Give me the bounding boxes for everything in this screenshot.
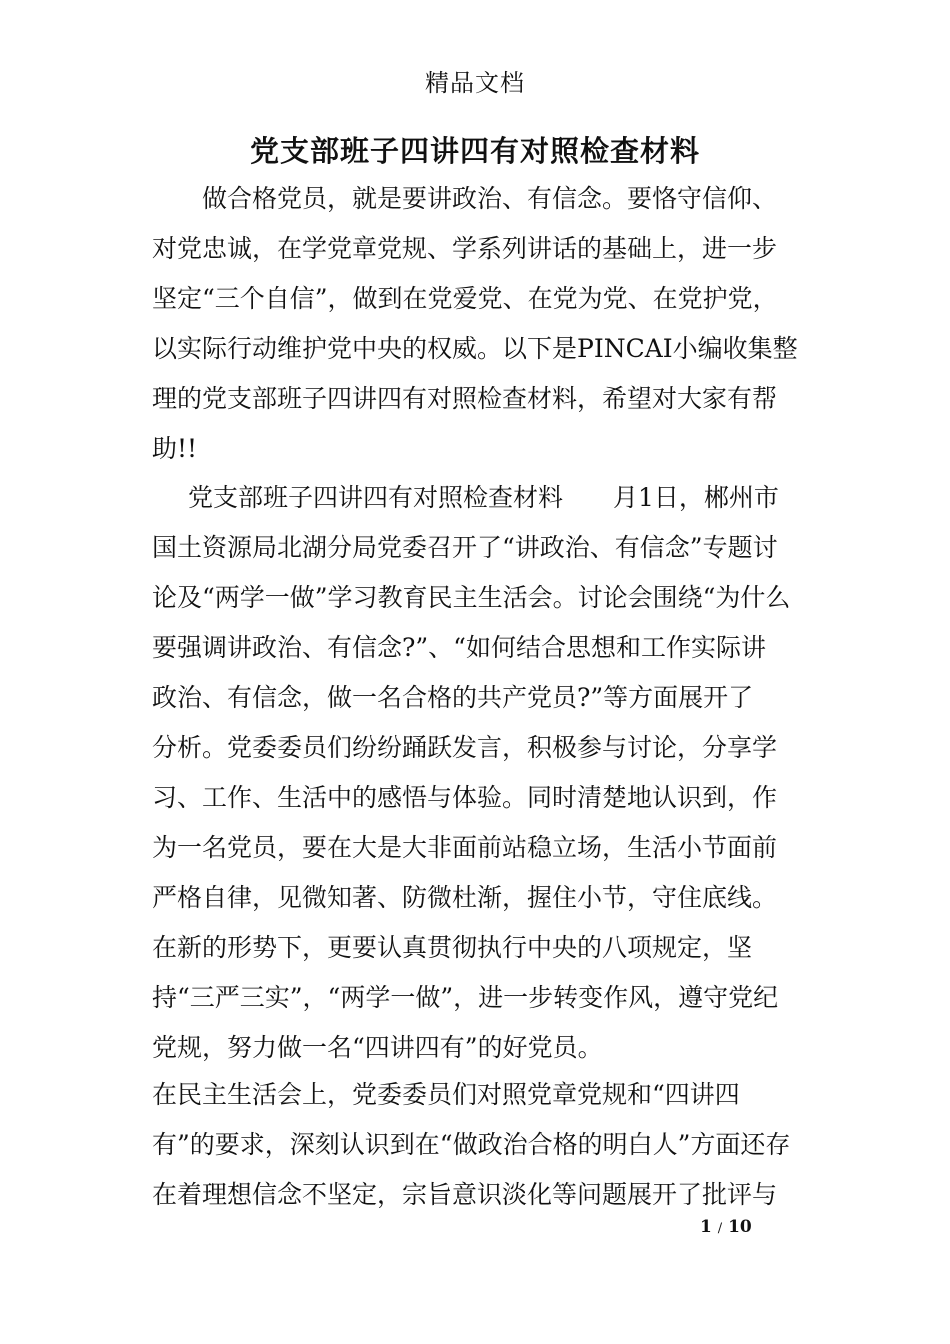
- page-current: 1: [700, 1217, 712, 1237]
- paragraph-meeting: [152, 473, 802, 1073]
- text-line: 对党忠诚，在学党章党规、学系列讲话的基础上，进一步: [152, 234, 778, 263]
- page-separator: /: [717, 1221, 723, 1236]
- text-line: 在民主生活会上，党委委员们对照党章党规和“四讲四: [152, 1080, 740, 1109]
- page-total: 10: [728, 1217, 752, 1237]
- document-title: 党支部班子四讲四有对照检查材料: [249, 134, 700, 168]
- text-line: 论及“两学一做”学习教育民主生活会。讨论会围绕“为什么: [152, 583, 791, 612]
- text-line: 习、工作、生活中的感悟与体验。同时清楚地认识到，作: [152, 783, 778, 812]
- text-line: 坚定“三个自信”，做到在党爱党、在党为党、在党护党，: [152, 284, 778, 313]
- text-line: 持“三严三实”，“两学一做”，进一步转变作风，遵守党纪: [152, 983, 779, 1012]
- page-number: [700, 1216, 790, 1240]
- text-line: 政治、有信念，做一名合格的共产党员?”等方面展开了: [152, 683, 754, 712]
- text-line: 助!!: [152, 434, 198, 463]
- text-line: 要强调讲政治、有信念?”、“如何结合思想和工作实际讲: [152, 633, 766, 662]
- text-line: 国土资源局北湖分局党委召开了“讲政治、有信念”专题讨: [152, 533, 778, 562]
- header-label: 精品文档: [425, 69, 525, 97]
- text-line: 分析。党委委员们纷纷踊跃发言，积极参与讨论，分享学: [152, 733, 778, 762]
- paragraph-review: [152, 1070, 802, 1220]
- paragraph-intro: [152, 174, 802, 474]
- text-line: 以实际行动维护党中央的权威。以下是PINCAI小编收集整: [152, 334, 798, 363]
- text-line: 在新的形势下，更要认真贯彻执行中央的八项规定，坚: [152, 933, 753, 962]
- text-line: 在着理想信念不坚定，宗旨意识淡化等问题展开了批评与: [152, 1180, 778, 1209]
- text-line: 严格自律，见微知著、防微杜渐，握住小节，守住底线。: [152, 883, 778, 912]
- text-line: 做合格党员，就是要讲政治、有信念。要恪守信仰、: [202, 184, 778, 213]
- text-line: 理的党支部班子四讲四有对照检查材料，希望对大家有帮: [152, 384, 778, 413]
- text-line: 有”的要求，深刻认识到在“做政治合格的明白人”方面还存: [152, 1130, 791, 1159]
- text-line: 党支部班子四讲四有对照检查材料 月1日，郴州市: [188, 483, 779, 512]
- text-line: 为一名党员，要在大是大非面前站稳立场，生活小节面前: [152, 833, 778, 862]
- text-line: 党规，努力做一名“四讲四有”的好党员。: [152, 1033, 603, 1062]
